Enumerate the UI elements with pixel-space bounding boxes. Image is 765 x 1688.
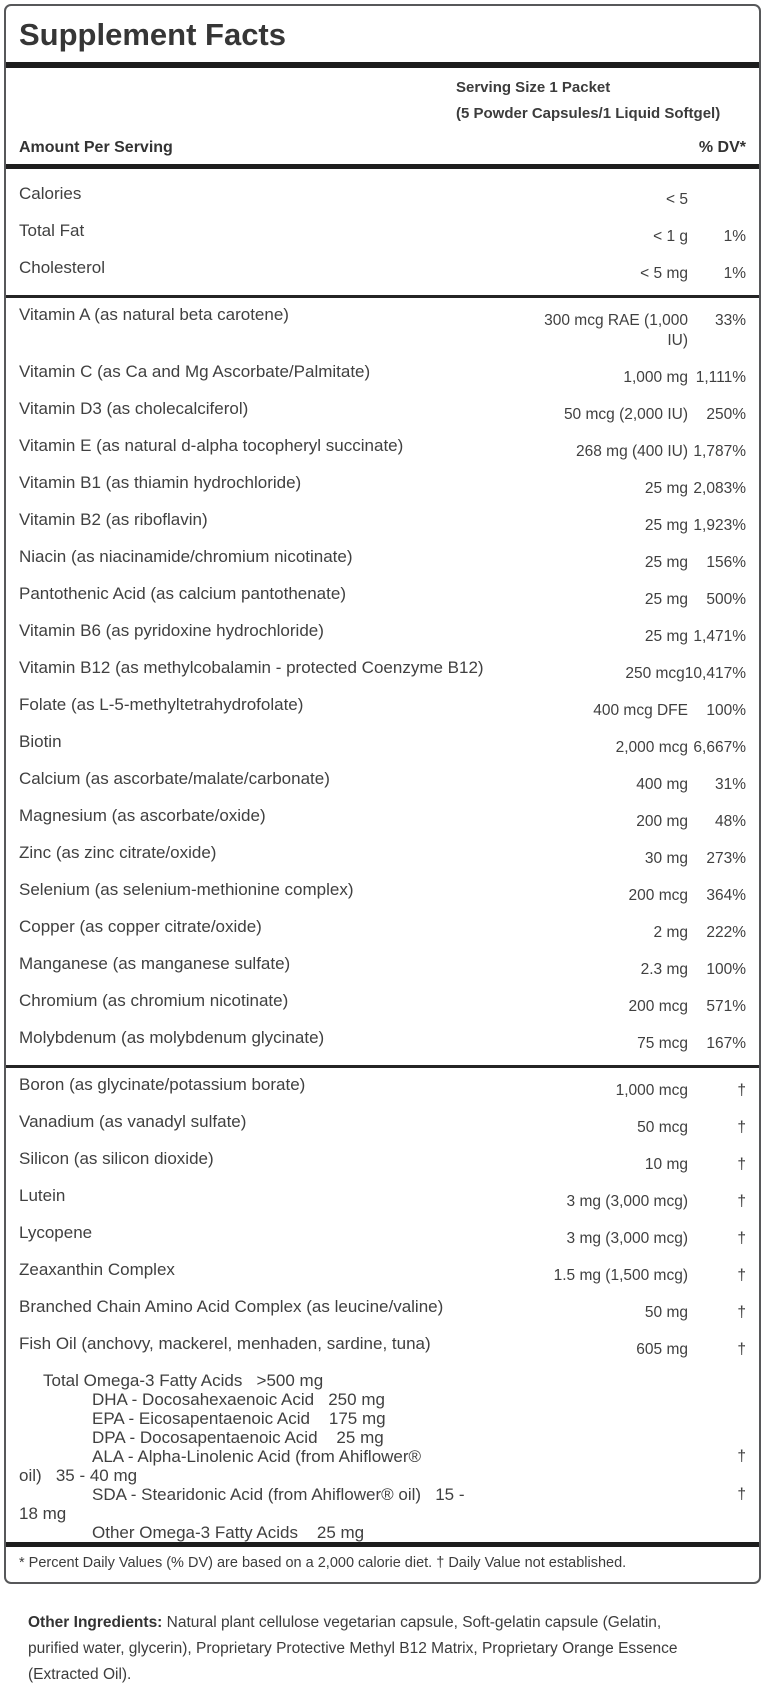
omega3-subsection bbox=[6, 1371, 759, 1542]
dv-value: 167% bbox=[706, 1035, 746, 1052]
omega-line-text: EPA - Eicosapentaenoic Acid 175 mg bbox=[92, 1409, 386, 1428]
dv-value: 1% bbox=[723, 265, 746, 282]
table-row bbox=[6, 843, 759, 869]
dv-value: 1,923% bbox=[693, 517, 746, 534]
amount-value: < 1 g bbox=[653, 228, 688, 245]
amount-value: 400 mg bbox=[636, 776, 688, 793]
table-row bbox=[6, 658, 759, 684]
table-row bbox=[6, 221, 759, 247]
omega-line-text: DPA - Docosapentaenoic Acid 25 mg bbox=[92, 1428, 384, 1447]
dv-value: 1,471% bbox=[693, 628, 746, 645]
table-row bbox=[6, 362, 759, 388]
panel-title: Supplement Facts bbox=[19, 17, 286, 52]
amount-value: 50 mg bbox=[644, 1304, 688, 1321]
nutrient-label: Niacin (as niacinamide/chromium nicotinate) bbox=[19, 547, 353, 566]
table-row bbox=[6, 732, 759, 758]
table-row bbox=[6, 399, 759, 425]
daily-value-footnote: * Percent Daily Values (% DV) are based on a 2,000 calorie diet. † Daily Value not established. bbox=[19, 1555, 627, 1571]
omega-line bbox=[6, 1485, 759, 1504]
omega-line bbox=[6, 1523, 759, 1542]
nutrient-label: Zeaxanthin Complex bbox=[19, 1260, 175, 1279]
amount-value: 1,000 mcg bbox=[615, 1082, 688, 1099]
dv-value: 1% bbox=[723, 228, 746, 245]
amount-value: 50 mcg (2,000 IU) bbox=[563, 406, 688, 423]
thick-divider-footnote bbox=[6, 1542, 759, 1547]
dv-value: † bbox=[737, 1193, 746, 1210]
table-row bbox=[6, 1223, 759, 1249]
nutrient-label: Chromium (as chromium nicotinate) bbox=[19, 991, 289, 1010]
omega-line bbox=[6, 1371, 759, 1390]
nutrient-label: Vitamin C (as Ca and Mg Ascorbate/Palmitate) bbox=[19, 362, 371, 381]
dv-value: † bbox=[737, 1230, 746, 1247]
dv-value: 364% bbox=[706, 887, 746, 904]
table-row bbox=[6, 436, 759, 462]
dv-value: 273% bbox=[706, 850, 746, 867]
dv-value: 250% bbox=[706, 406, 746, 423]
table-row bbox=[6, 769, 759, 795]
omega-line-text: DHA - Docosahexaenoic Acid 250 mg bbox=[92, 1390, 385, 1409]
other-ingredients bbox=[28, 1610, 745, 1688]
nutrient-label: Boron (as glycinate/potassium borate) bbox=[19, 1075, 306, 1094]
table-row bbox=[6, 510, 759, 536]
amount-value: 300 mcg RAE (1,000 IU) bbox=[544, 312, 688, 349]
table-row bbox=[6, 1260, 759, 1286]
table-row bbox=[6, 184, 759, 210]
amount-value: 3 mg (3,000 mcg) bbox=[566, 1193, 688, 1210]
nutrient-label: Fish Oil (anchovy, mackerel, menhaden, sardine, tuna) bbox=[19, 1334, 431, 1353]
dv-value: 31% bbox=[714, 776, 746, 793]
amount-value: 250 mcg bbox=[625, 665, 685, 682]
table-row bbox=[6, 1334, 759, 1360]
dv-value: 100% bbox=[706, 961, 746, 978]
dv-value: 2,083% bbox=[693, 480, 746, 497]
section-rule bbox=[6, 295, 759, 298]
dv-value: † bbox=[737, 1304, 746, 1321]
amount-value: < 5 mg bbox=[640, 265, 688, 282]
dv-value: † bbox=[737, 1341, 746, 1358]
table-row bbox=[6, 547, 759, 573]
nutrient-label: Folate (as L-5-methyltetrahydrofolate) bbox=[19, 695, 304, 714]
amount-value: 1.5 mg (1,500 mcg) bbox=[553, 1267, 688, 1284]
omega-line bbox=[6, 1409, 759, 1428]
amount-value: 605 mg bbox=[636, 1341, 688, 1358]
dv-value: 10,417% bbox=[684, 665, 746, 682]
column-header-row bbox=[6, 139, 759, 164]
nutrient-label: Molybdenum (as molybdenum glycinate) bbox=[19, 1028, 325, 1047]
nutrient-label: Vitamin D3 (as cholecalciferol) bbox=[19, 399, 249, 418]
section-rule bbox=[6, 1065, 759, 1068]
dv-value: 1,111% bbox=[695, 369, 746, 386]
nutrient-label: Selenium (as selenium-methionine complex) bbox=[19, 880, 354, 899]
dv-value: † bbox=[737, 1156, 746, 1173]
dv-value: 6,667% bbox=[693, 739, 746, 756]
nutrient-label: Pantothenic Acid (as calcium pantothenate) bbox=[19, 584, 346, 603]
table-row bbox=[6, 954, 759, 980]
table-row bbox=[6, 258, 759, 284]
amount-value: 25 mg bbox=[644, 628, 688, 645]
serving-size-line1: Serving Size 1 Packet bbox=[456, 79, 611, 96]
table-row bbox=[6, 1149, 759, 1175]
nutrient-label: Calories bbox=[19, 184, 82, 203]
other-ingredients-line3: (Extracted Oil). bbox=[28, 1666, 132, 1683]
dv-value: 571% bbox=[706, 998, 746, 1015]
table-row bbox=[6, 1112, 759, 1138]
table-row bbox=[6, 1297, 759, 1323]
nutrient-label: Lutein bbox=[19, 1186, 66, 1205]
table-row bbox=[6, 880, 759, 906]
table-row bbox=[6, 584, 759, 610]
omega-line bbox=[6, 1390, 759, 1409]
amount-value: 75 mcg bbox=[637, 1035, 688, 1052]
dv-value: † bbox=[737, 1082, 746, 1099]
amount-value: 200 mg bbox=[636, 813, 688, 830]
amount-value: 2 mg bbox=[653, 924, 688, 941]
other-ingredients-line1 bbox=[28, 1610, 745, 1636]
omega-line bbox=[6, 1504, 759, 1523]
nutrient-label: Vitamin A (as natural beta carotene) bbox=[19, 305, 289, 324]
nutrient-label: Copper (as copper citrate/oxide) bbox=[19, 917, 262, 936]
amount-value: 268 mg (400 IU) bbox=[576, 443, 688, 460]
omega-line-text: SDA - Stearidonic Acid (from Ahiflower® oil) 15 - bbox=[92, 1485, 465, 1504]
serving-size-line2: (5 Powder Capsules/1 Liquid Softgel) bbox=[456, 105, 721, 122]
dagger-value: † bbox=[737, 1448, 746, 1465]
dagger-value: † bbox=[737, 1486, 746, 1503]
amount-value: 400 mcg DFE bbox=[593, 702, 688, 719]
nutrient-label: Vitamin B12 (as methylcobalamin - protected Coenzyme B12) bbox=[19, 658, 484, 677]
omega-line-text: oil) 35 - 40 mg bbox=[19, 1466, 138, 1485]
supplement-facts-panel bbox=[4, 4, 761, 1584]
nutrient-label: Vitamin E (as natural d-alpha tocopheryl succinate) bbox=[19, 436, 404, 455]
amount-value: 25 mg bbox=[644, 480, 688, 497]
dv-value: 100% bbox=[706, 702, 746, 719]
amount-value: 25 mg bbox=[644, 517, 688, 534]
amount-value: 10 mg bbox=[644, 1156, 688, 1173]
nutrient-label: Cholesterol bbox=[19, 258, 105, 277]
omega-line-text: 18 mg bbox=[19, 1504, 67, 1523]
table-row bbox=[6, 806, 759, 832]
table-row bbox=[6, 305, 759, 351]
nutrient-label: Vitamin B2 (as riboflavin) bbox=[19, 510, 208, 529]
table-row bbox=[6, 695, 759, 721]
dv-value: † bbox=[737, 1267, 746, 1284]
omega-line-text: Total Omega-3 Fatty Acids >500 mg bbox=[43, 1371, 324, 1390]
thick-divider-header bbox=[6, 164, 759, 169]
amount-value: 25 mg bbox=[644, 554, 688, 571]
omega-line bbox=[6, 1466, 759, 1485]
dv-value bbox=[688, 184, 746, 190]
table-row bbox=[6, 1186, 759, 1212]
table-row bbox=[6, 473, 759, 499]
nutrient-label: Manganese (as manganese sulfate) bbox=[19, 954, 291, 973]
table-row bbox=[6, 621, 759, 647]
amount-value: < 5 bbox=[666, 191, 688, 208]
omega-line-text: Other Omega-3 Fatty Acids 25 mg bbox=[92, 1523, 365, 1542]
percent-dv-header: % DV* bbox=[698, 139, 746, 156]
nutrient-label: Vitamin B6 (as pyridoxine hydrochloride) bbox=[19, 621, 324, 640]
other-ingredients-text1: Natural plant cellulose vegetarian capsule, Soft-gelatin capsule (Gelatin, bbox=[162, 1614, 662, 1631]
dv-value: † bbox=[737, 1119, 746, 1136]
dv-value: 500% bbox=[706, 591, 746, 608]
dv-value: 1,787% bbox=[693, 443, 746, 460]
amount-value: 200 mcg bbox=[628, 887, 688, 904]
nutrient-label: Magnesium (as ascorbate/oxide) bbox=[19, 806, 266, 825]
serving-size-block bbox=[6, 75, 759, 127]
dv-value: 48% bbox=[714, 813, 746, 830]
amount-value: 200 mcg bbox=[628, 998, 688, 1015]
omega-line bbox=[6, 1447, 759, 1466]
nutrient-label: Lycopene bbox=[19, 1223, 93, 1242]
amount-value: 1,000 mg bbox=[623, 369, 688, 386]
amount-value: 2.3 mg bbox=[640, 961, 688, 978]
nutrient-label: Vanadium (as vanadyl sulfate) bbox=[19, 1112, 247, 1131]
nutrient-label: Branched Chain Amino Acid Complex (as leucine/valine) bbox=[19, 1297, 444, 1316]
amount-per-serving-header: Amount Per Serving bbox=[19, 139, 173, 156]
amount-value: 30 mg bbox=[644, 850, 688, 867]
dv-value: 33% bbox=[714, 312, 746, 329]
dv-value: 222% bbox=[706, 924, 746, 941]
nutrient-label: Total Fat bbox=[19, 221, 85, 240]
table-row bbox=[6, 1075, 759, 1101]
amount-value: 25 mg bbox=[644, 591, 688, 608]
other-ingredients-label: Other Ingredients: bbox=[28, 1614, 163, 1631]
table-row bbox=[6, 991, 759, 1017]
nutrient-label: Vitamin B1 (as thiamin hydrochloride) bbox=[19, 473, 302, 492]
nutrient-label: Calcium (as ascorbate/malate/carbonate) bbox=[19, 769, 330, 788]
amount-value: 50 mcg bbox=[637, 1119, 688, 1136]
dv-value: 156% bbox=[706, 554, 746, 571]
table-row bbox=[6, 917, 759, 943]
nutrient-label: Biotin bbox=[19, 732, 62, 751]
omega-line-text: ALA - Alpha-Linolenic Acid (from Ahiflower® bbox=[92, 1447, 422, 1466]
amount-value: 3 mg (3,000 mcg) bbox=[566, 1230, 688, 1247]
nutrient-rows bbox=[6, 184, 759, 1360]
nutrient-label: Silicon (as silicon dioxide) bbox=[19, 1149, 214, 1168]
table-row bbox=[6, 1028, 759, 1054]
omega-line bbox=[6, 1428, 759, 1447]
other-ingredients-line2: purified water, glycerin), Proprietary Protective Methyl B12 Matrix, Proprietary Orange Essence bbox=[28, 1640, 678, 1657]
amount-value: 2,000 mcg bbox=[615, 739, 688, 756]
nutrient-label: Zinc (as zinc citrate/oxide) bbox=[19, 843, 217, 862]
thick-divider-top bbox=[6, 62, 759, 68]
